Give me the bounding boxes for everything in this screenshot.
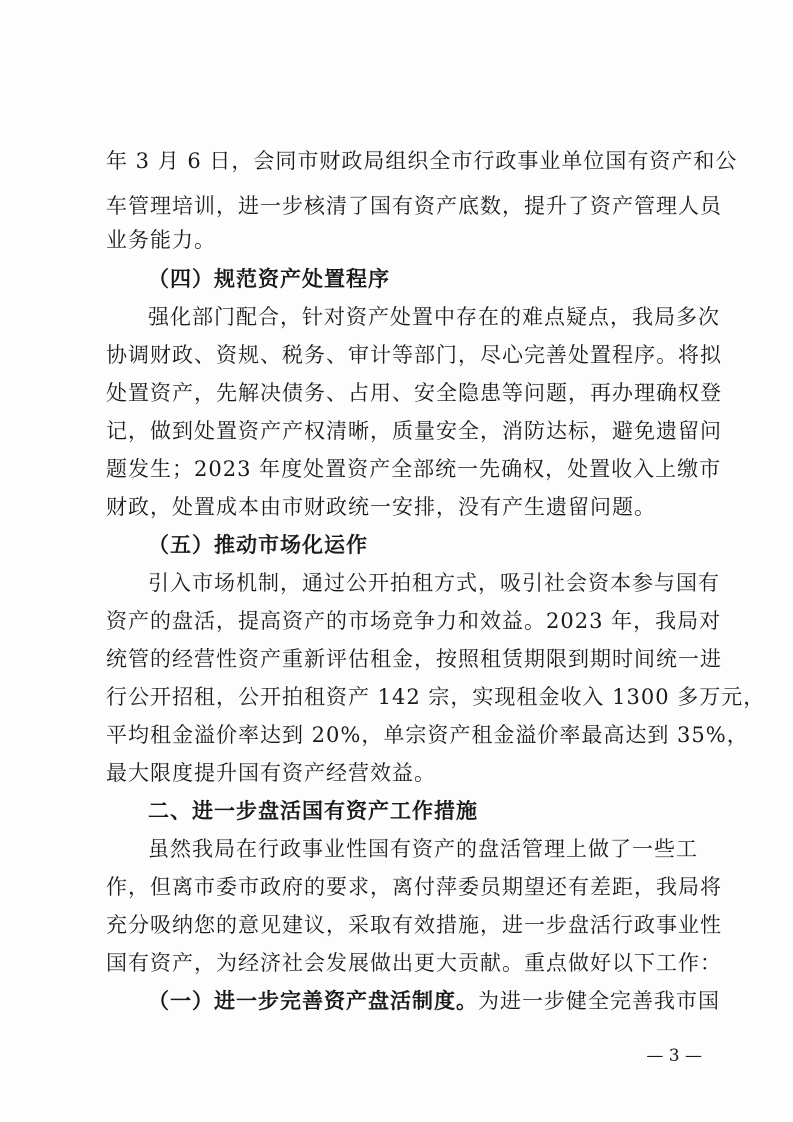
- text-line: 强化部门配合，针对资产处置中存在的难点疑点，我局多次: [148, 305, 720, 329]
- text-line: 虽然我局在行政事业性国有资产的盘活管理上做了一些工: [148, 837, 698, 861]
- subsection-heading-1: （一）进一步完善资产盘活制度。: [148, 989, 478, 1013]
- text-line: 作，但离市委市政府的要求，离付萍委员期望还有差距，我局将: [106, 875, 722, 899]
- text-line: 国有资产，为经济社会发展做出更大贡献。重点做好以下工作：: [106, 951, 722, 975]
- section-heading-2: 二、进一步盘活国有资产工作措施: [148, 799, 478, 823]
- subsection-text: 为进一步健全完善我市国: [478, 989, 720, 1013]
- text-line: 财政，处置成本由市财政统一安排，没有产生遗留问题。: [106, 495, 656, 519]
- text-line: 最大限度提升国有资产经营效益。: [106, 761, 436, 785]
- page-number: — 3 —: [646, 1046, 702, 1066]
- section-heading-4: （四）规范资产处置程序: [148, 267, 390, 291]
- text-line: 处置资产，先解决债务、占用、安全隐患等问题，再办理确权登: [106, 381, 722, 405]
- text-line: 协调财政、资规、税务、审计等部门，尽心完善处置程序。将拟: [106, 343, 722, 367]
- section-heading-5: （五）推动市场化运作: [148, 533, 368, 557]
- text-line: 车管理培训，进一步核清了国有资产底数，提升了资产管理人员: [106, 194, 722, 218]
- text-line: 统管的经营性资产重新评估租金，按照租赁期限到期时间统一进: [106, 647, 722, 671]
- text-line: 平均租金溢价率达到 20%，单宗资产租金溢价率最高达到 35%，: [106, 723, 749, 747]
- text-line: 业务能力。: [106, 228, 216, 252]
- text-line: 行公开招租，公开拍租资产 142 宗，实现租金收入 1300 多万元，: [106, 685, 766, 709]
- text-line: 资产的盘活，提高资产的市场竞争力和效益。2023 年，我局对: [106, 609, 722, 633]
- text-line: 年 3 月 6 日，会同市财政局组织全市行政事业单位国有资产和公: [106, 149, 738, 173]
- text-line: 题发生；2023 年度处置资产全部统一先确权，处置收入上缴市: [106, 457, 722, 481]
- text-line: 充分吸纳您的意见建议，采取有效措施，进一步盘活行政事业性: [106, 913, 722, 937]
- text-line: 引入市场机制，通过公开拍租方式，吸引社会资本参与国有: [148, 571, 720, 595]
- text-line: 记，做到处置资产产权清晰，质量安全，消防达标，避免遗留问: [106, 419, 722, 443]
- subsection-line: [148, 986, 720, 1016]
